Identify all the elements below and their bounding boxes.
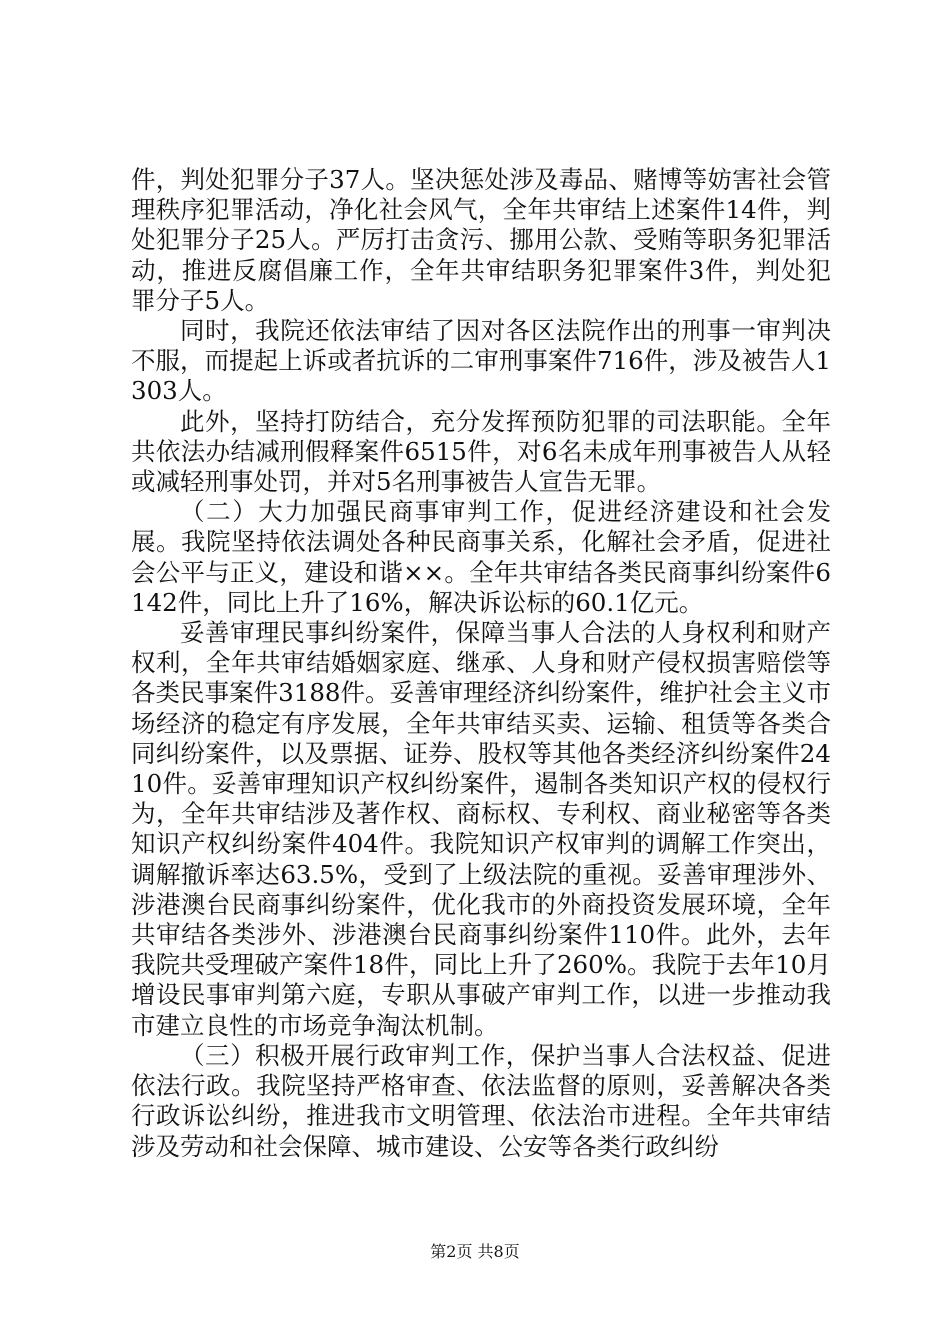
paragraph-crime-prevention: 此外，坚持打防结合，充分发挥预防犯罪的司法职能。全年共依法办结减刑假释案件6515件，对6名未成年刑事被告人从轻或减轻刑事处罚，并对5名刑事被告人宣告无罪。 <box>131 406 831 497</box>
body-text <box>131 165 831 1162</box>
paragraph-civil-disputes: 妥善审理民事纠纷案件，保障当事人合法的人身权利和财产权利，全年共审结婚姻家庭、继承、人身和财产侵权损害赔偿等各类民事案件3188件。妥善审理经济纠纷案件，维护社会主义市场经济的稳定有序发展，全年共审结买卖、运输、租赁等各类合同纠纷案件，以及票据、证券、股权等其他各类经济纠纷案件2410件。妥善审理知识产权纠纷案件，遏制各类知识产权的侵权行为，全年共审结涉及著作权、商标权、专利权、商业秘密等各类知识产权纠纷案件404件。我院知识产权审判的调解工作突出，调解撤诉率达63.5%，受到了上级法院的重视。妥善审理涉外、涉港澳台民商事纠纷案件，优化我市的外商投资发展环境，全年共审结各类涉外、涉港澳台民商事纠纷案件110件。此外，去年我院共受理破产案件18件，同比上升了260%。我院于去年10月增设民事审判第六庭，专职从事破产审判工作，以进一步推动我市建立良性的市场竞争淘汰机制。 <box>131 618 831 1040</box>
paragraph-second-instance: 同时，我院还依法审结了因对各区法院作出的刑事一审判决不服，而提起上诉或者抗诉的二审刑事案件716件，涉及被告人1303人。 <box>131 316 831 406</box>
page-footer: 第2页 共8页 <box>430 1242 520 1261</box>
paragraph-administrative-heading: （三）积极开展行政审判工作，保护当事人合法权益、促进依法行政。我院坚持严格审查、依法监督的原则，妥善解决各类行政诉讼纠纷，推进我市文明管理、依法治市进程。全年共审结涉及劳动和社会保障、城市建设、公安等各类行政纠纷 <box>131 1040 831 1161</box>
paragraph-criminal-cases: 件，判处犯罪分子37人。坚决惩处涉及毒品、赌博等妨害社会管理秩序犯罪活动，净化社会风气，全年共审结上述案件14件，判处犯罪分子25人。严厉打击贪污、挪用公款、受贿等职务犯罪活动，推进反腐倡廉工作，全年共审结职务犯罪案件3件，判处犯罪分子5人。 <box>131 165 831 315</box>
paragraph-civil-commercial-heading: （二）大力加强民商事审判工作，促进经济建设和社会发展。我院坚持依法调处各种民商事关系，化解社会矛盾，促进社会公平与正义，建设和谐××。全年共审结各类民商事纠纷案件6142件，同比上升了16%，解决诉讼标的60.1亿元。 <box>131 497 831 617</box>
